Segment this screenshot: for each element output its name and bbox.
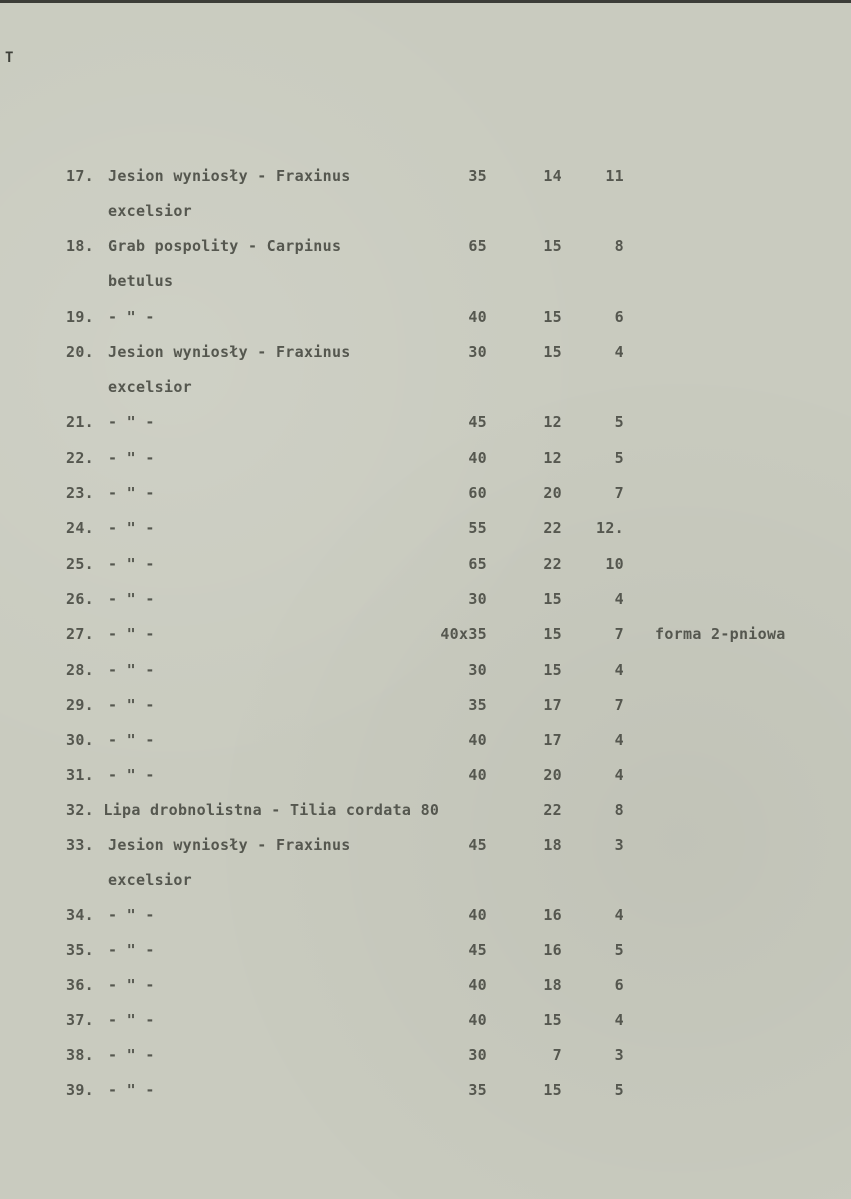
height-value: 16 (543, 941, 562, 959)
height-value: 15 (543, 661, 562, 679)
height-value: 22 (543, 555, 562, 573)
row-number: 23. (66, 484, 94, 502)
crown-value: 6 (614, 308, 624, 326)
table-row (0, 905, 851, 933)
crown-value: 8 (614, 801, 624, 819)
species-name: - " - (108, 941, 155, 959)
circumference-value: 40 (468, 766, 487, 784)
crown-value: 5 (614, 449, 624, 467)
circumference-value: 40 (468, 731, 487, 749)
circumference-value: 45 (468, 413, 487, 431)
height-value: 15 (543, 1011, 562, 1029)
row-number: 22. (66, 449, 94, 467)
crown-value: 10 (605, 555, 624, 573)
species-name: - " - (108, 906, 155, 924)
species-name-continuation: excelsior (108, 871, 192, 889)
table-row (0, 518, 851, 546)
table-row (0, 412, 851, 440)
table-row (0, 695, 851, 723)
crown-value: 5 (614, 413, 624, 431)
species-name: - " - (108, 449, 155, 467)
height-value: 18 (543, 836, 562, 854)
species-name: Grab pospolity - Carpinus (108, 237, 342, 255)
species-name: - " - (108, 731, 155, 749)
circumference-value: 40 (468, 449, 487, 467)
circumference-value: 65 (468, 555, 487, 573)
circumference-value: 45 (468, 836, 487, 854)
species-name: - " - (108, 976, 155, 994)
species-name: - " - (108, 1046, 155, 1064)
height-value: 15 (543, 625, 562, 643)
height-value: 15 (543, 590, 562, 608)
row-number: 31. (66, 766, 94, 784)
circumference-value: 55 (468, 519, 487, 537)
row-number: 36. (66, 976, 94, 994)
height-value: 18 (543, 976, 562, 994)
height-value: 17 (543, 731, 562, 749)
row-number: 18. (66, 237, 94, 255)
circumference-value: 30 (468, 1046, 487, 1064)
species-name: - " - (108, 661, 155, 679)
table-row (0, 800, 851, 828)
crown-value: 5 (614, 941, 624, 959)
circumference-value: 65 (468, 237, 487, 255)
row-note: forma 2-pniowa (655, 625, 786, 643)
row-number: 39. (66, 1081, 94, 1099)
height-value: 20 (543, 484, 562, 502)
height-value: 16 (543, 906, 562, 924)
crown-value: 11 (605, 167, 624, 185)
table-row (0, 765, 851, 793)
table-row (0, 307, 851, 335)
height-value: 22 (543, 519, 562, 537)
table-row (0, 835, 851, 863)
row-number: 25. (66, 555, 94, 573)
circumference-value: 30 (468, 661, 487, 679)
species-name-continuation: excelsior (108, 378, 192, 396)
crown-value: 3 (614, 836, 624, 854)
row-number: 30. (66, 731, 94, 749)
height-value: 12 (543, 449, 562, 467)
species-name: - " - (108, 696, 155, 714)
species-name: - " - (108, 1011, 155, 1029)
crown-value: 12. (596, 519, 624, 537)
table-row (0, 1045, 851, 1073)
table-row (0, 448, 851, 476)
table-row (0, 342, 851, 370)
crown-value: 3 (614, 1046, 624, 1064)
row-number: 33. (66, 836, 94, 854)
row-number: 21. (66, 413, 94, 431)
table-row (0, 554, 851, 582)
crown-value: 7 (614, 625, 624, 643)
crown-value: 4 (614, 731, 624, 749)
height-value: 22 (543, 801, 562, 819)
species-name: Jesion wyniosły - Fraxinus (108, 343, 351, 361)
circumference-value: 30 (468, 343, 487, 361)
height-value: 15 (543, 1081, 562, 1099)
crown-value: 4 (614, 906, 624, 924)
height-value: 17 (543, 696, 562, 714)
height-value: 12 (543, 413, 562, 431)
circumference-value: 45 (468, 941, 487, 959)
species-name: Jesion wyniosły - Fraxinus (108, 836, 351, 854)
circumference-value: 40 (468, 308, 487, 326)
table-row (0, 940, 851, 968)
circumference-value: 60 (468, 484, 487, 502)
row-number-and-species: 32. Lipa drobnolistna - Tilia cordata 80 (66, 801, 440, 819)
row-number: 26. (66, 590, 94, 608)
crown-value: 4 (614, 343, 624, 361)
height-value: 15 (543, 237, 562, 255)
row-number: 35. (66, 941, 94, 959)
height-value: 15 (543, 308, 562, 326)
row-number: 28. (66, 661, 94, 679)
row-number: 19. (66, 308, 94, 326)
species-name: - " - (108, 1081, 155, 1099)
circumference-value: 40x35 (440, 625, 487, 643)
crown-value: 4 (614, 590, 624, 608)
table-row (0, 730, 851, 758)
row-number: 20. (66, 343, 94, 361)
table-row (0, 236, 851, 264)
species-name-continuation: excelsior (108, 202, 192, 220)
crown-value: 8 (614, 237, 624, 255)
crown-value: 7 (614, 696, 624, 714)
row-number: 17. (66, 167, 94, 185)
table-row (0, 589, 851, 617)
height-value: 7 (552, 1046, 562, 1064)
row-number: 37. (66, 1011, 94, 1029)
species-name: - " - (108, 766, 155, 784)
species-name: - " - (108, 555, 155, 573)
crown-value: 5 (614, 1081, 624, 1099)
row-number: 38. (66, 1046, 94, 1064)
row-number: 27. (66, 625, 94, 643)
species-name: - " - (108, 519, 155, 537)
table-row (0, 166, 851, 194)
height-value: 20 (543, 766, 562, 784)
row-number: 34. (66, 906, 94, 924)
crown-value: 4 (614, 766, 624, 784)
species-name: - " - (108, 590, 155, 608)
circumference-value: 40 (468, 906, 487, 924)
crown-value: 6 (614, 976, 624, 994)
circumference-value: 40 (468, 1011, 487, 1029)
crown-value: 4 (614, 1011, 624, 1029)
circumference-value: 30 (468, 590, 487, 608)
species-name: - " - (108, 308, 155, 326)
table-row (0, 1080, 851, 1108)
species-name: - " - (108, 484, 155, 502)
species-name: - " - (108, 413, 155, 431)
species-name: - " - (108, 625, 155, 643)
table-row (0, 483, 851, 511)
circumference-value: 40 (468, 976, 487, 994)
table-row (0, 624, 851, 652)
height-value: 15 (543, 343, 562, 361)
crown-value: 7 (614, 484, 624, 502)
circumference-value: 35 (468, 1081, 487, 1099)
corner-mark: T (5, 50, 14, 66)
row-number: 29. (66, 696, 94, 714)
table-row (0, 660, 851, 688)
species-name-continuation: betulus (108, 272, 174, 290)
circumference-value: 35 (468, 167, 487, 185)
circumference-value: 35 (468, 696, 487, 714)
species-name: Jesion wyniosły - Fraxinus (108, 167, 351, 185)
table-row (0, 1010, 851, 1038)
table-row (0, 975, 851, 1003)
row-number: 24. (66, 519, 94, 537)
height-value: 14 (543, 167, 562, 185)
crown-value: 4 (614, 661, 624, 679)
